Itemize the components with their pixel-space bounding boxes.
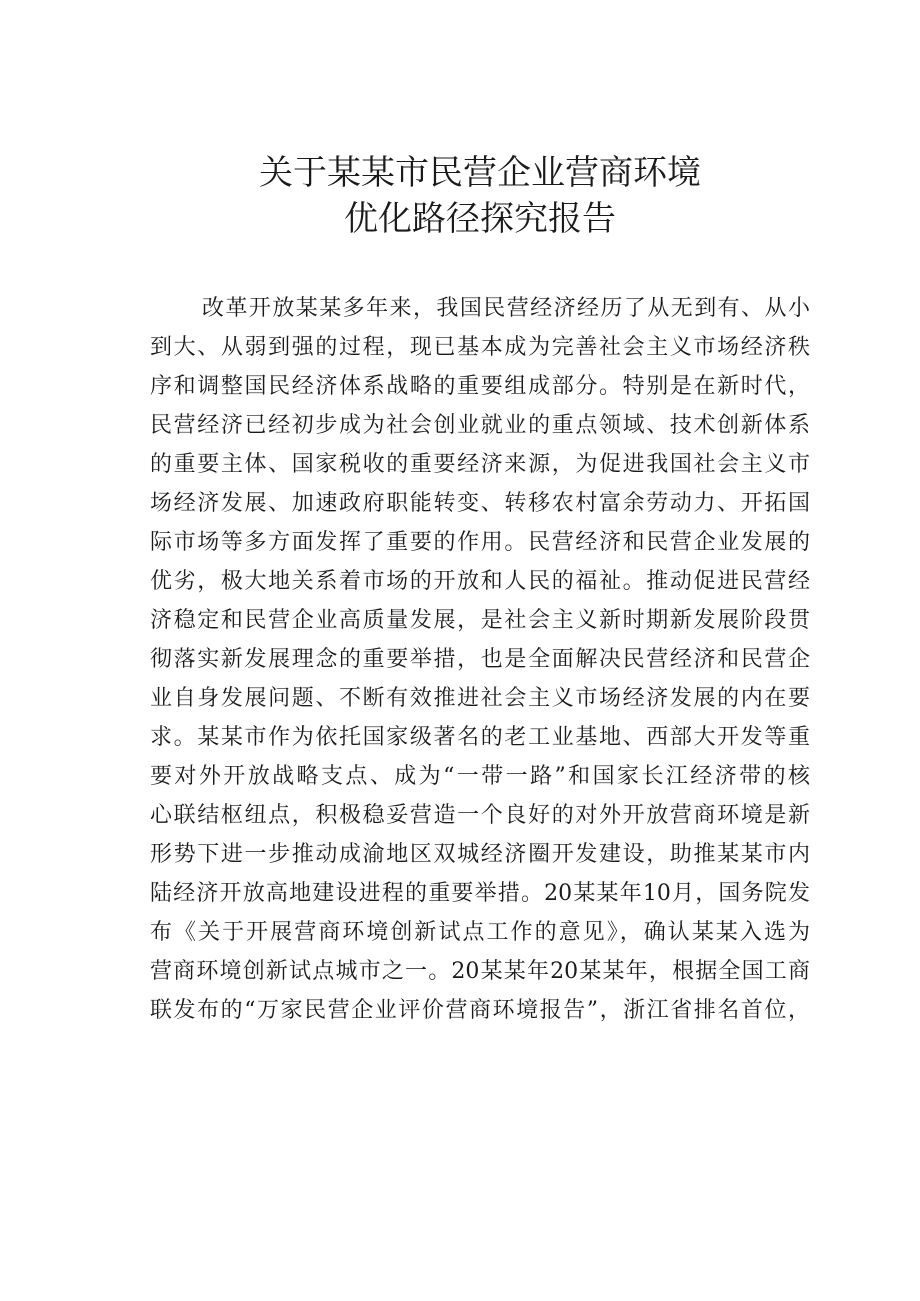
- title-line-2: 优化路径探究报告: [344, 199, 616, 239]
- body-line: 要对外开放战略支点、成为“一带一路”和国家长江经济带的核: [150, 764, 810, 789]
- body-line: 联发布的“万家民营企业评价营商环境报告”，浙江省排名首位，: [150, 998, 810, 1023]
- body-line: 际市场等多方面发挥了重要的作用。民营经济和民营企业发展的: [150, 530, 810, 555]
- body-line: 形势下进一步推动成渝地区双城经济圈开发建设，助推某某市内: [150, 842, 810, 867]
- body-line: 求。某某市作为依托国家级著名的老工业基地、西部大开发等重: [150, 725, 810, 750]
- body-line: 优劣，极大地关系着市场的开放和人民的福祉。推动促进民营经: [150, 569, 810, 594]
- body-line: 场经济发展、加速政府职能转变、转移农村富余劳动力、开拓国: [150, 491, 810, 516]
- body-paragraph: [150, 289, 810, 1030]
- title-line-1: 关于某某市民营企业营商环境: [259, 153, 701, 193]
- body-line: 彻落实新发展理念的重要举措，也是全面解决民营经济和民营企: [150, 647, 810, 672]
- body-line: 心联结枢纽点，积极稳妥营造一个良好的对外开放营商环境是新: [150, 803, 810, 828]
- body-line: 改革开放某某多年来，我国民营经济经历了从无到有、从小: [202, 296, 810, 321]
- body-line: 布《关于开展营商环境创新试点工作的意见》，确认某某入选为: [150, 920, 810, 945]
- body-line: 营商环境创新试点城市之一。20某某年20某某年，根据全国工商: [150, 959, 810, 984]
- body-line: 业自身发展问题、不断有效推进社会主义市场经济发展的内在要: [150, 686, 810, 711]
- body-line: 济稳定和民营企业高质量发展，是社会主义新时期新发展阶段贯: [150, 608, 810, 633]
- body-line: 到大、从弱到强的过程，现已基本成为完善社会主义市场经济秩: [150, 335, 810, 360]
- body-line: 陆经济开放高地建设进程的重要举措。20某某年10月，国务院发: [150, 881, 810, 906]
- body-line: 的重要主体、国家税收的重要经济来源，为促进我国社会主义市: [150, 452, 810, 477]
- body-line: 民营经济已经初步成为社会创业就业的重点领域、技术创新体系: [150, 413, 810, 438]
- body-line: 序和调整国民经济体系战略的重要组成部分。特别是在新时代，: [150, 374, 810, 399]
- document-title: [150, 150, 810, 242]
